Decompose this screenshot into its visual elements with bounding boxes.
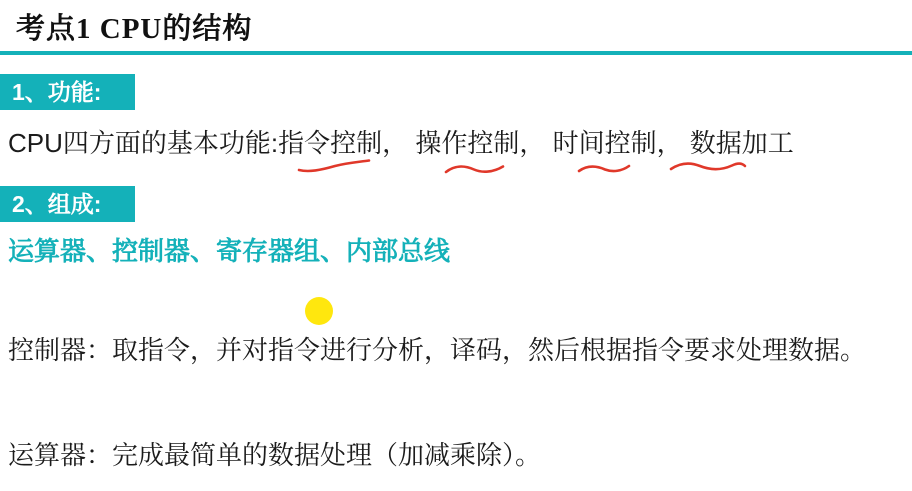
section-label-function: 1、功能: (0, 74, 135, 110)
cpu-functions-text: CPU四方面的基本功能:指令控制， 操作控制， 时间控制， 数据加工 (8, 128, 794, 158)
alu-description: 运算器：完成最简单的数据处理（加减乘除）。 (8, 440, 542, 470)
yellow-pointer-dot (305, 297, 333, 325)
red-squiggle-underline-1 (297, 158, 371, 174)
red-squiggle-underline-2 (444, 161, 506, 177)
red-squiggle-underline-4 (669, 157, 747, 174)
page-title: 考点1 CPU的结构 (16, 13, 253, 45)
section-label-composition: 2、组成: (0, 186, 135, 222)
controller-description: 控制器：取指令，并对指令进行分析，译码，然后根据指令要求处理数据。 (8, 335, 867, 365)
title-divider (0, 51, 912, 55)
cpu-components-text: 运算器、控制器、寄存器组、内部总线 (8, 236, 451, 266)
red-squiggle-underline-3 (577, 161, 631, 176)
